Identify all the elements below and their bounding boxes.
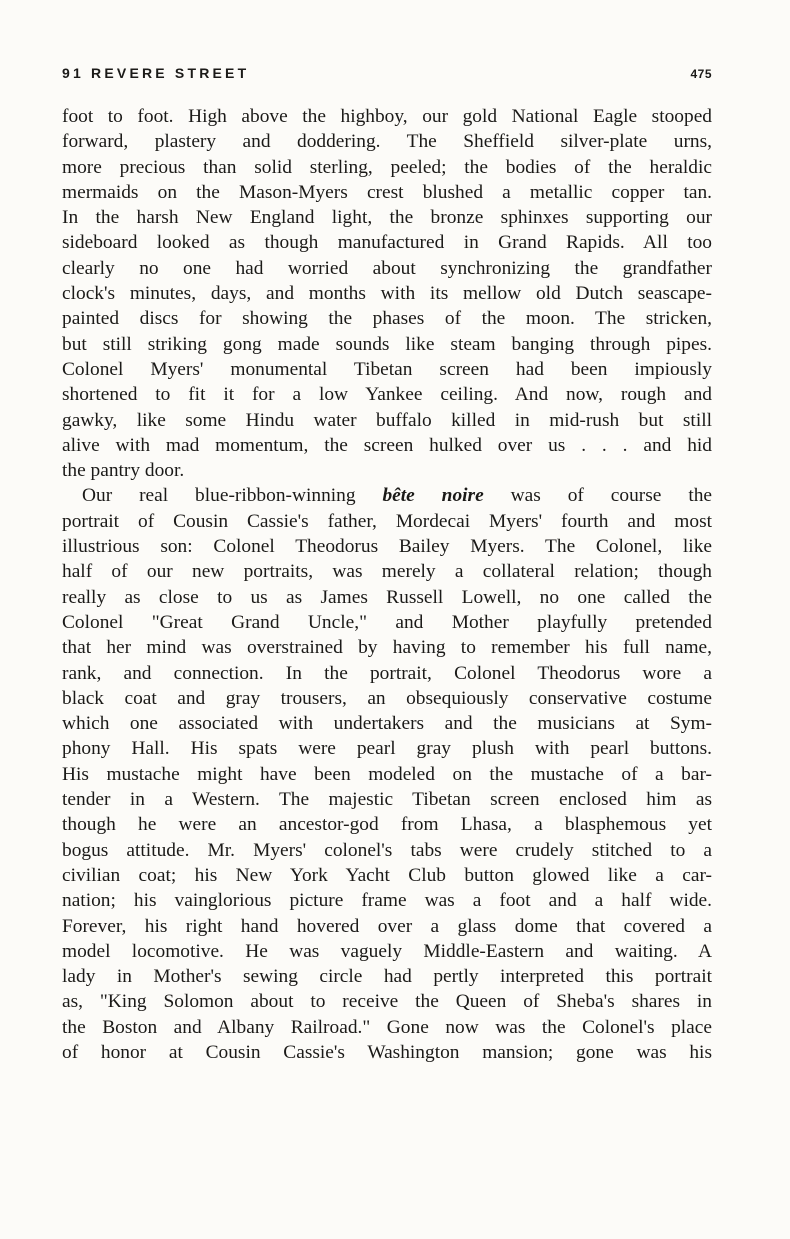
text-line: phony Hall. His spats were pearl gray plush with pearl buttons. bbox=[62, 738, 712, 760]
text-line: lady in Mother's sewing circle had pertly interpreted this portrait bbox=[62, 966, 712, 988]
text-line: In the harsh New England light, the bronze sphinxes supporting our bbox=[62, 207, 712, 229]
text-line: which one associated with undertakers and the musicians at Sym- bbox=[62, 713, 712, 735]
text-line: clearly no one had worried about synchronizing the grandfather bbox=[62, 257, 712, 279]
text-line: half of our new portraits, was merely a collateral relation; though bbox=[62, 561, 712, 583]
text-line: painted discs for showing the phases of the moon. The stricken, bbox=[62, 308, 712, 330]
text-line: civilian coat; his New York Yacht Club button glowed like a car- bbox=[62, 864, 712, 886]
text-line: tender in a Western. The majestic Tibetan screen enclosed him as bbox=[62, 789, 712, 811]
running-head: 91 REVERE STREET bbox=[62, 65, 250, 81]
text-line: Forever, his right hand hovered over a glass dome that covered a bbox=[62, 915, 712, 937]
text-line: really as close to us as James Russell Lowell, no one called the bbox=[62, 586, 712, 608]
text-line: rank, and connection. In the portrait, Colonel Theodorus wore a bbox=[62, 662, 712, 684]
text-line: gawky, like some Hindu water buffalo killed in mid-rush but still bbox=[62, 409, 712, 431]
text-line: illustrious son: Colonel Theodorus Bailey Myers. The Colonel, like bbox=[62, 536, 712, 558]
text-run: was of course the bbox=[483, 485, 713, 507]
text-line bbox=[62, 483, 712, 508]
italic-phrase: bête noire bbox=[382, 485, 484, 507]
text-line: Colonel "Great Grand Uncle," and Mother playfully pretended bbox=[62, 611, 712, 633]
text-line: of honor at Cousin Cassie's Washington mansion; gone was his bbox=[62, 1041, 712, 1063]
text-line: shortened to fit it for a low Yankee ceiling. And now, rough and bbox=[62, 384, 712, 406]
page-number: 475 bbox=[690, 67, 712, 81]
text-line: as, "King Solomon about to receive the Queen of Sheba's shares in bbox=[62, 991, 712, 1013]
text-line: forward, plastery and doddering. The Sheffield silver-plate urns, bbox=[62, 131, 712, 153]
text-line: mermaids on the Mason-Myers crest blushed a metallic copper tan. bbox=[62, 181, 712, 203]
text-line: the Boston and Albany Railroad." Gone now was the Colonel's place bbox=[62, 1016, 712, 1038]
text-line: portrait of Cousin Cassie's father, Mordecai Myers' fourth and most bbox=[62, 510, 712, 532]
text-line: foot to foot. High above the highboy, our gold National Eagle stooped bbox=[62, 106, 712, 127]
text-line: the pantry door. bbox=[62, 460, 185, 482]
text-line: that her mind was overstrained by having to remember his full name, bbox=[62, 637, 712, 659]
text-line: His mustache might have been modeled on the mustache of a bar- bbox=[62, 763, 712, 785]
text-line: sideboard looked as though manufactured in Grand Rapids. All too bbox=[62, 232, 712, 254]
page-header bbox=[62, 63, 712, 85]
text-line: alive with mad momentum, the screen hulked over us . . . and hid bbox=[62, 434, 712, 456]
text-run: Our real blue-ribbon-winning bbox=[82, 485, 383, 507]
text-line: though he were an ancestor-god from Lhasa, a blasphemous yet bbox=[62, 814, 712, 836]
body-text bbox=[62, 104, 712, 1065]
text-line: bogus attitude. Mr. Myers' colonel's tabs were crudely stitched to a bbox=[62, 839, 712, 861]
text-line: but still striking gong made sounds like steam banging through pipes. bbox=[62, 333, 712, 355]
text-line: clock's minutes, days, and months with its mellow old Dutch seascape- bbox=[62, 283, 712, 305]
text-line: model locomotive. He was vaguely Middle-Eastern and waiting. A bbox=[62, 940, 712, 962]
text-line: Colonel Myers' monumental Tibetan screen had been impiously bbox=[62, 358, 712, 380]
text-line: nation; his vainglorious picture frame was a foot and a half wide. bbox=[62, 890, 712, 912]
text-line: more precious than solid sterling, peeled; the bodies of the heraldic bbox=[62, 156, 712, 178]
text-line: black coat and gray trousers, an obsequiously conservative costume bbox=[62, 687, 712, 709]
